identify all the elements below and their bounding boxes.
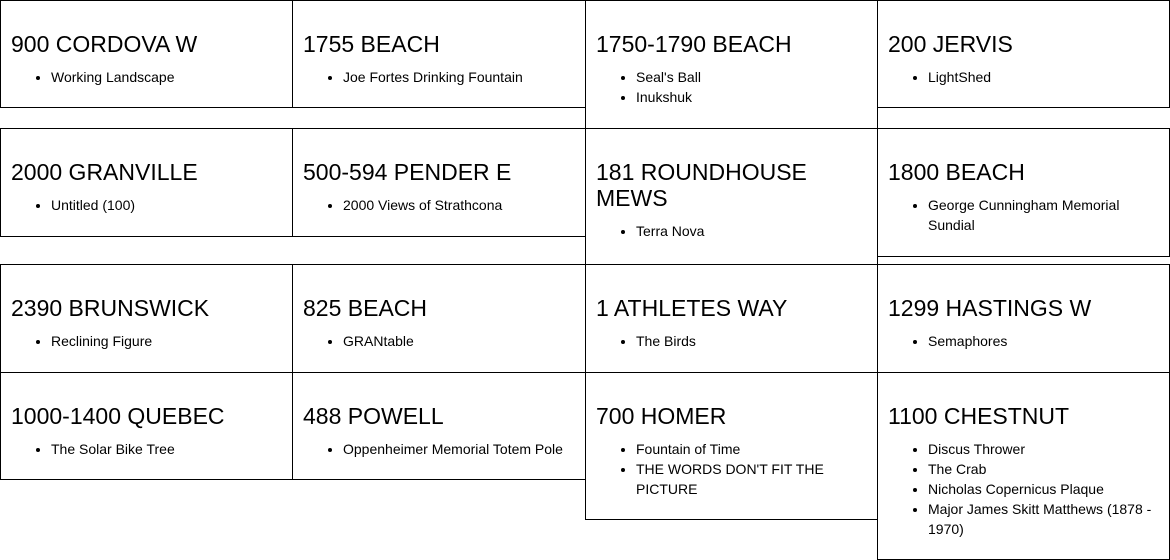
artwork-item: • Untitled (100) (51, 195, 282, 215)
address-card (292, 0, 586, 108)
address-card (877, 372, 1170, 560)
artwork-item: • GRANtable (343, 331, 575, 351)
artwork-list (596, 331, 867, 351)
artwork-item: • 2000 Views of Strathcona (343, 195, 575, 215)
address-title: 900 CORDOVA W (11, 31, 198, 57)
address-title: 181 ROUNDHOUSE MEWS (596, 159, 807, 211)
artwork-list (11, 439, 282, 459)
artwork-list (888, 195, 1159, 235)
address-card (585, 264, 878, 373)
artwork-list (303, 439, 575, 459)
artwork-item: • Nicholas Copernicus Plaque (928, 479, 1159, 499)
artwork-item: • The Crab (928, 459, 1159, 479)
address-title: 825 BEACH (303, 295, 428, 321)
address-card (877, 128, 1170, 257)
address-title: 700 HOMER (596, 403, 727, 429)
artwork-item: • THE WORDS DON'T FIT THE PICTURE (636, 459, 867, 499)
address-title: 1299 HASTINGS W (888, 295, 1092, 321)
artwork-item: • Joe Fortes Drinking Fountain (343, 67, 575, 87)
address-card (585, 128, 878, 265)
artwork-item: • Semaphores (928, 331, 1159, 351)
address-title: 1750-1790 BEACH (596, 31, 792, 57)
artwork-item: • Fountain of Time (636, 439, 867, 459)
artwork-item: • LightShed (928, 67, 1159, 87)
artwork-item: • Major James Skitt Matthews (1878 - 1970) (928, 499, 1159, 539)
artwork-item: • George Cunningham Memorial Sundial (928, 195, 1159, 235)
address-card (0, 128, 293, 237)
artwork-list (303, 67, 575, 87)
artwork-list (11, 67, 282, 87)
artwork-list (11, 195, 282, 215)
artwork-item: • Inukshuk (636, 87, 867, 107)
address-card (585, 0, 878, 129)
artwork-list (888, 439, 1159, 539)
artwork-list (888, 331, 1159, 351)
artwork-item: • Working Landscape (51, 67, 282, 87)
artwork-item: • Discus Thrower (928, 439, 1159, 459)
artwork-item: • The Birds (636, 331, 867, 351)
artwork-list (11, 331, 282, 351)
artwork-item: • Seal's Ball (636, 67, 867, 87)
address-card (0, 0, 293, 108)
address-title: 200 JERVIS (888, 31, 1013, 57)
artwork-list (596, 221, 867, 241)
address-card (0, 372, 293, 480)
artwork-list (888, 67, 1159, 87)
artwork-list (596, 439, 867, 499)
address-title: 1100 CHESTNUT (888, 403, 1070, 429)
address-title: 1000-1400 QUEBEC (11, 403, 225, 429)
address-card (292, 264, 586, 373)
artwork-list (596, 67, 867, 107)
address-card (585, 372, 878, 520)
artwork-item: • The Solar Bike Tree (51, 439, 282, 459)
address-title: 2000 GRANVILLE (11, 159, 198, 185)
address-card (292, 128, 586, 237)
address-card (292, 372, 586, 480)
artwork-list (303, 331, 575, 351)
artwork-list (303, 195, 575, 215)
address-title: 500-594 PENDER E (303, 159, 512, 185)
address-title: 1 ATHLETES WAY (596, 295, 788, 321)
artwork-item: • Oppenheimer Memorial Totem Pole (343, 439, 575, 459)
address-title: 1800 BEACH (888, 159, 1025, 185)
artwork-item: • Reclining Figure (51, 331, 282, 351)
artwork-item: • Terra Nova (636, 221, 867, 241)
address-card (0, 264, 293, 373)
address-title: 488 POWELL (303, 403, 444, 429)
address-title: 1755 BEACH (303, 31, 440, 57)
address-card (877, 0, 1170, 108)
address-title: 2390 BRUNSWICK (11, 295, 210, 321)
address-card (877, 264, 1170, 373)
